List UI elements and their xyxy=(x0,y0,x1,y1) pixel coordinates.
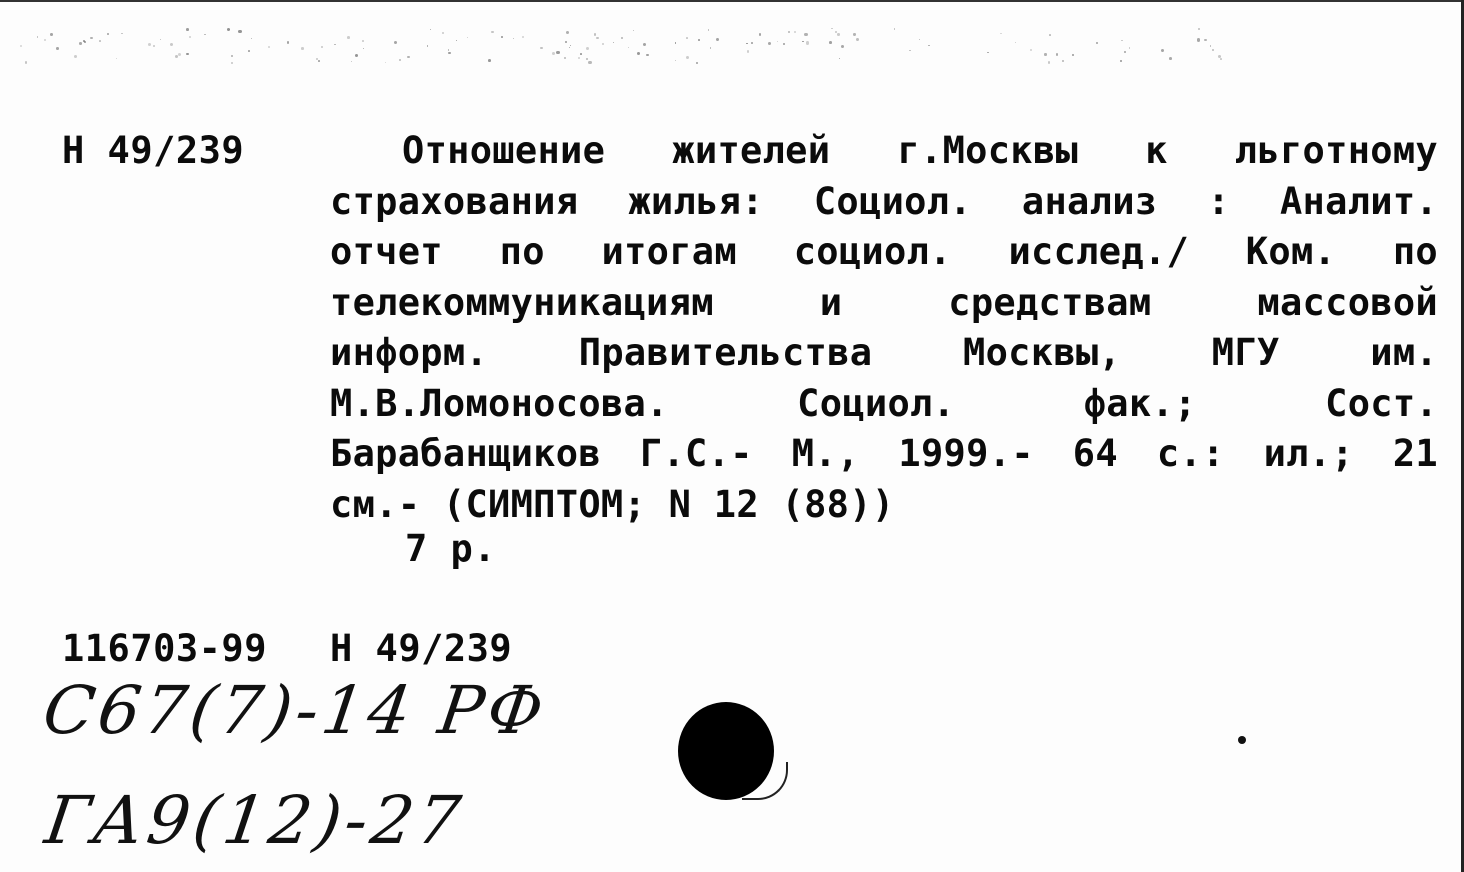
call-number: Н 49/239 xyxy=(62,129,245,172)
noise-speck xyxy=(1048,61,1051,64)
noise-speck xyxy=(50,33,53,36)
noise-speck xyxy=(178,53,181,56)
noise-speck xyxy=(839,58,841,60)
noise-speck xyxy=(716,38,719,41)
noise-speck xyxy=(556,51,559,54)
noise-speck xyxy=(1062,60,1064,62)
noise-speck xyxy=(564,57,566,59)
noise-speck xyxy=(448,49,449,50)
noise-speck xyxy=(1056,53,1059,56)
noise-speck xyxy=(1015,42,1016,43)
noise-speck xyxy=(522,36,524,38)
noise-speck xyxy=(1212,49,1214,51)
noise-speck xyxy=(488,59,491,62)
noise-speck xyxy=(189,36,191,38)
noise-speck xyxy=(643,43,646,46)
noise-speck xyxy=(837,33,840,36)
noise-speck xyxy=(919,39,920,40)
noise-speck xyxy=(540,47,543,50)
noise-speck xyxy=(83,40,85,42)
noise-speck xyxy=(385,62,386,63)
noise-speck xyxy=(99,40,101,42)
noise-speck xyxy=(116,58,117,59)
noise-speck xyxy=(301,47,304,50)
noise-speck xyxy=(1096,42,1098,44)
noise-speck xyxy=(1210,45,1211,46)
noise-speck xyxy=(788,31,789,32)
noise-speck xyxy=(407,56,409,58)
noise-speck xyxy=(227,28,230,31)
noise-speck xyxy=(107,33,108,34)
noise-speck xyxy=(580,53,582,55)
noise-speck xyxy=(602,43,604,45)
description-line: Отношение жителей г.Москвы к льготному xyxy=(402,129,1438,172)
noise-speck xyxy=(1198,28,1200,30)
noise-speck xyxy=(1169,57,1172,60)
handwritten-classification-2: ГА9(12)-27 xyxy=(40,782,469,859)
noise-speck xyxy=(44,39,47,42)
noise-speck xyxy=(1030,49,1032,51)
noise-speck xyxy=(747,50,749,52)
noise-speck xyxy=(806,41,809,44)
accession-call-number: Н 49/239 xyxy=(330,627,513,670)
noise-speck xyxy=(1129,47,1130,48)
noise-speck xyxy=(1124,51,1126,53)
noise-speck xyxy=(759,33,762,36)
noise-speck xyxy=(596,37,599,40)
noise-speck xyxy=(318,60,320,62)
noise-speck xyxy=(686,37,688,39)
handwritten-classification-1: С67(7)-14 РФ xyxy=(38,672,552,749)
noise-speck xyxy=(251,38,252,39)
noise-speck xyxy=(841,45,844,48)
noise-speck xyxy=(829,41,832,44)
noise-speck xyxy=(552,52,555,55)
noise-speck xyxy=(1204,39,1206,41)
noise-speck xyxy=(362,40,364,42)
noise-speck xyxy=(586,58,588,60)
noise-speck xyxy=(37,36,38,37)
noise-speck xyxy=(238,30,241,33)
description-line: отчет по итогам социол. исслед./ Ком. по xyxy=(330,230,1438,273)
ink-dot xyxy=(1238,736,1246,744)
description-line: информ. Правительства Москвы, МГУ им. xyxy=(330,331,1438,374)
noise-speck xyxy=(696,62,699,65)
noise-speck xyxy=(708,29,710,31)
noise-speck xyxy=(427,45,428,46)
noise-speck xyxy=(751,42,753,44)
noise-speck xyxy=(90,37,92,39)
noise-speck xyxy=(746,43,747,44)
description-line: см.- (СИМПТОМ; N 12 (88)) xyxy=(330,482,895,526)
noise-speck xyxy=(501,36,503,38)
noise-speck xyxy=(1072,54,1074,56)
noise-speck xyxy=(1120,60,1122,62)
noise-speck xyxy=(351,61,352,62)
noise-speck xyxy=(204,34,206,36)
noise-speck xyxy=(613,42,614,43)
noise-speck xyxy=(1161,49,1164,52)
accession-number: 116703-99 xyxy=(62,627,267,670)
noise-speck xyxy=(987,52,989,54)
noise-speck xyxy=(1000,33,1001,34)
noise-speck xyxy=(467,37,469,39)
noise-speck xyxy=(394,41,397,44)
noise-speck xyxy=(1044,53,1046,55)
noise-speck xyxy=(268,46,270,48)
description-line: М.В.Ломоносова. Социол. фак.; Сост. xyxy=(330,381,1438,425)
bibliographic-description xyxy=(330,126,1438,530)
noise-speck xyxy=(928,45,930,47)
noise-speck xyxy=(513,38,514,39)
noise-speck xyxy=(578,57,580,59)
noise-speck xyxy=(363,48,364,49)
noise-speck xyxy=(1197,38,1200,41)
noise-speck xyxy=(430,29,431,30)
noise-speck xyxy=(148,43,151,46)
description-line: страхования жилья: Социол. анализ : Аналит. xyxy=(330,179,1438,223)
description-line: Барабанщиков Г.С.- М., 1999.- 64 с.: ил.; 21 xyxy=(330,432,1438,475)
noise-speck xyxy=(777,41,778,42)
card-top-edge xyxy=(0,0,1464,2)
noise-speck xyxy=(248,50,250,52)
noise-speck xyxy=(170,43,173,46)
noise-speck xyxy=(633,30,635,32)
noise-speck xyxy=(637,52,640,55)
noise-speck xyxy=(909,50,911,52)
noise-speck xyxy=(794,31,796,33)
noise-speck xyxy=(491,31,493,33)
noise-speck xyxy=(853,33,855,35)
noise-speck xyxy=(628,47,629,48)
noise-speck xyxy=(121,33,122,34)
noise-speck xyxy=(768,42,771,45)
price: 7 р. xyxy=(405,527,497,570)
noise-speck xyxy=(56,47,59,50)
noise-speck xyxy=(355,54,358,57)
noise-speck xyxy=(594,33,596,35)
noise-speck xyxy=(646,54,648,56)
noise-speck xyxy=(153,45,155,47)
noise-speck xyxy=(287,41,290,44)
noise-speck xyxy=(588,61,591,64)
noise-speck xyxy=(1049,34,1051,36)
noise-speck xyxy=(675,60,676,61)
noise-speck xyxy=(710,47,711,48)
noise-speck xyxy=(686,56,689,59)
noise-speck xyxy=(586,47,589,50)
noise-speck xyxy=(783,43,785,45)
noise-speck xyxy=(20,45,22,47)
punch-hole-edge xyxy=(742,762,788,800)
noise-speck xyxy=(1220,58,1222,60)
noise-speck xyxy=(831,28,832,29)
noise-speck xyxy=(621,37,623,39)
noise-speck xyxy=(856,38,859,41)
noise-speck xyxy=(231,62,233,64)
noise-speck xyxy=(565,41,567,43)
noise-speck xyxy=(448,52,450,54)
noise-speck xyxy=(334,44,335,45)
noise-speck xyxy=(25,61,28,64)
noise-speck xyxy=(675,42,676,43)
noise-speck xyxy=(802,41,804,43)
noise-speck xyxy=(186,28,189,31)
noise-speck xyxy=(347,36,350,39)
noise-speck xyxy=(1121,40,1123,42)
noise-speck xyxy=(566,31,569,34)
noise-speck xyxy=(456,40,457,41)
noise-speck xyxy=(698,39,699,40)
noise-speck xyxy=(399,59,401,61)
noise-speck xyxy=(804,33,807,36)
description-line: телекоммуникациям и средствам массовой xyxy=(330,280,1438,324)
noise-speck xyxy=(894,28,895,29)
noise-speck xyxy=(442,32,445,35)
noise-speck xyxy=(79,42,82,45)
noise-speck xyxy=(231,55,233,57)
noise-speck xyxy=(160,39,161,40)
noise-speck xyxy=(186,53,188,55)
noise-speck xyxy=(321,46,323,48)
noise-speck xyxy=(74,55,77,58)
noise-speck xyxy=(569,47,570,48)
